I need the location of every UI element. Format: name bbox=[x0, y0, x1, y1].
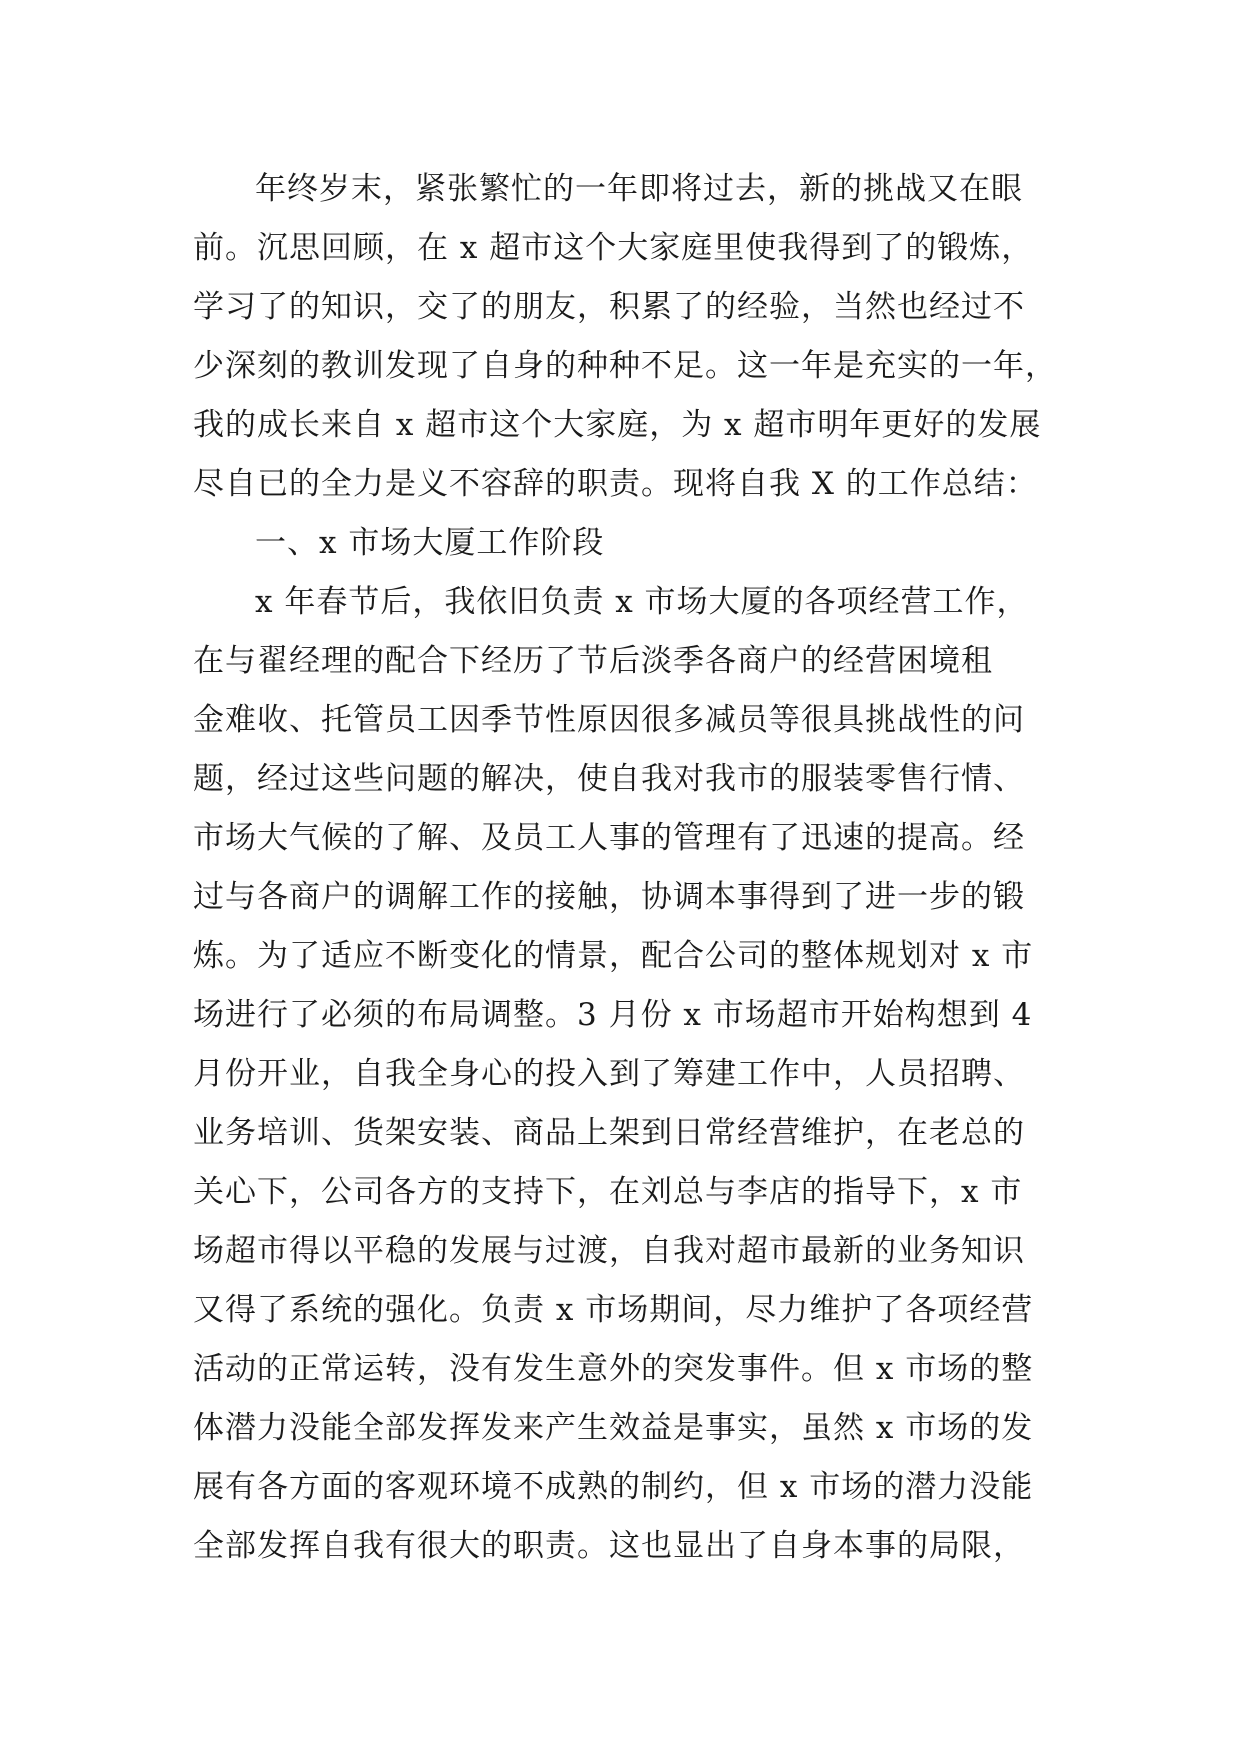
paragraph-2-line-1: x 年春节后，我依旧负责 x 市场大厦的各项经营工作， bbox=[255, 584, 1029, 620]
section-heading: 一、x 市场大厦工作阶段 bbox=[255, 525, 605, 561]
paragraph-2-line-2: 在与翟经理的配合下经历了节后淡季各商户的经营困境租 bbox=[193, 643, 993, 679]
paragraph-2-line-7: 炼。为了适应不断变化的情景，配合公司的整体规划对 x 市 bbox=[193, 938, 1034, 974]
paragraph-2-line-16: 展有各方面的客观环境不成熟的制约，但 x 市场的潜力没能 bbox=[193, 1469, 1034, 1505]
paragraph-2-line-13: 又得了系统的强化。负责 x 市场期间，尽力维护了各项经营 bbox=[193, 1292, 1034, 1328]
paragraph-2-line-8: 场进行了必须的布局调整。3 月份 x 市场超市开始构想到 4 bbox=[193, 997, 1033, 1033]
paragraph-2-line-4: 题，经过这些问题的解决，使自我对我市的服装零售行情、 bbox=[193, 761, 1025, 797]
paragraph-1-line-4: 少深刻的教训发现了自身的种种不足。这一年是充实的一年， bbox=[193, 348, 1057, 384]
paragraph-2-line-10: 业务培训、货架安装、商品上架到日常经营维护，在老总的 bbox=[193, 1115, 1025, 1151]
paragraph-2-line-12: 场超市得以平稳的发展与过渡，自我对超市最新的业务知识 bbox=[193, 1233, 1025, 1269]
paragraph-2-line-3: 金难收、托管员工因季节性原因很多减员等很具挑战性的问 bbox=[193, 702, 1025, 738]
paragraph-2-line-9: 月份开业，自我全身心的投入到了筹建工作中，人员招聘、 bbox=[193, 1056, 1025, 1092]
paragraph-1-line-5: 我的成长来自 x 超市这个大家庭，为 x 超市明年更好的发展 bbox=[193, 407, 1042, 443]
paragraph-1-line-2: 前。沉思回顾，在 x 超市这个大家庭里使我得到了的锻炼， bbox=[193, 230, 1034, 266]
paragraph-1-line-1: 年终岁末，紧张繁忙的一年即将过去，新的挑战又在眼 bbox=[255, 171, 1023, 207]
paragraph-2-line-14: 活动的正常运转，没有发生意外的突发事件。但 x 市场的整 bbox=[193, 1351, 1034, 1387]
paragraph-1-line-6: 尽自已的全力是义不容辞的职责。现将自我 X 的工作总结： bbox=[193, 466, 1038, 502]
document-body bbox=[193, 160, 1057, 1576]
paragraph-1-line-3: 学习了的知识，交了的朋友，积累了的经验，当然也经过不 bbox=[193, 289, 1025, 325]
paragraph-2-line-6: 过与各商户的调解工作的接触，协调本事得到了进一步的锻 bbox=[193, 879, 1025, 915]
paragraph-2-line-15: 体潜力没能全部发挥发来产生效益是事实，虽然 x 市场的发 bbox=[193, 1410, 1034, 1446]
paragraph-2-line-11: 关心下，公司各方的支持下，在刘总与李店的指导下，x 市 bbox=[193, 1174, 1023, 1210]
paragraph-2-line-17: 全部发挥自我有很大的职责。这也显出了自身本事的局限， bbox=[193, 1528, 1025, 1564]
paragraph-2-line-5: 市场大气候的了解、及员工人事的管理有了迅速的提高。经 bbox=[193, 820, 1025, 856]
